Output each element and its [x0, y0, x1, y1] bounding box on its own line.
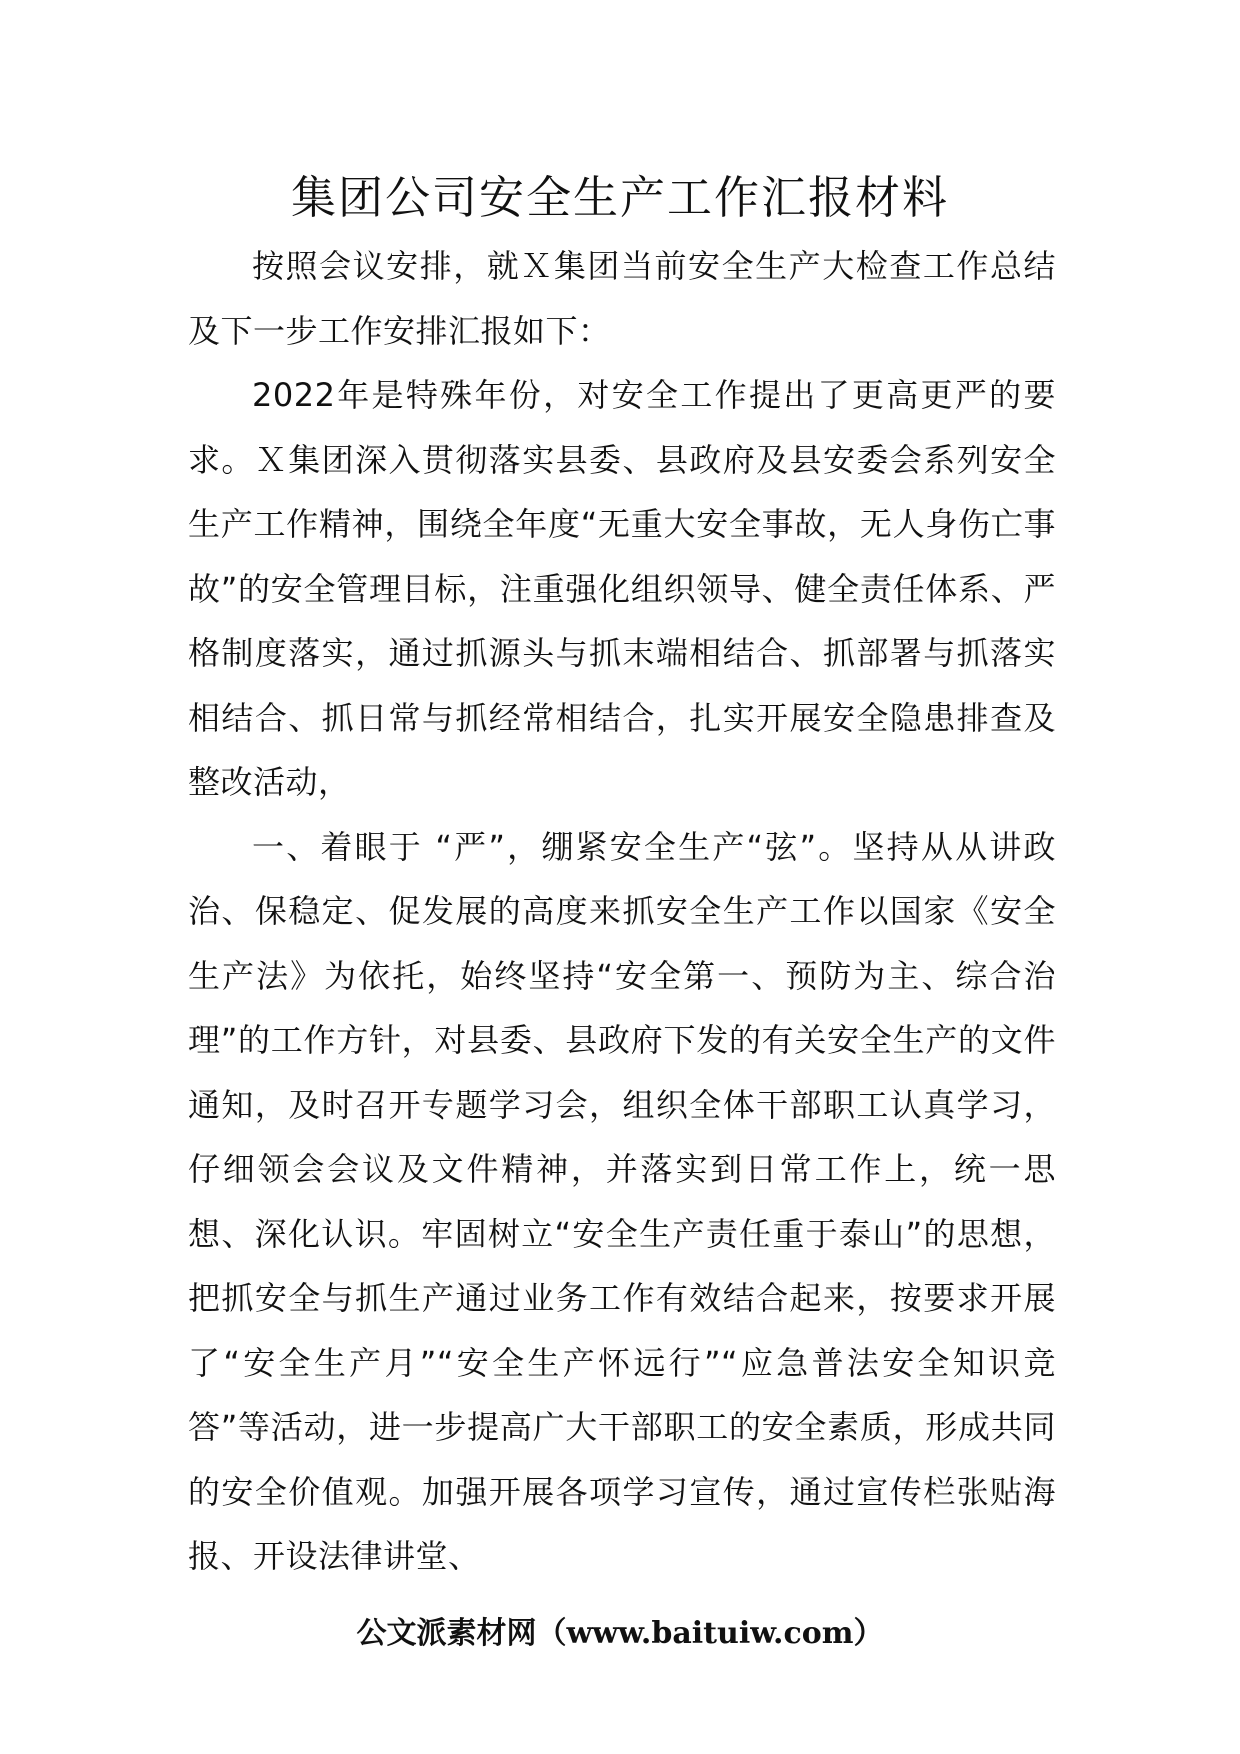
document-title: 集团公司安全生产工作汇报材料 — [290, 171, 949, 224]
document-body — [188, 234, 1056, 1589]
paragraph-overview: 2022年是特殊年份，对安全工作提出了更高更严的要求。Ｘ集团深入贯彻落实县委、县政府及县安委会系列安全生产工作精神，围绕全年度“无重大安全事故，无人身伤亡事故”的安全管理目标，注重强化组织领导、健全责任体系、严格制度落实，通过抓源头与抓末端相结合、抓部署与抓落实相结合、抓日常与抓经常相结合，扎实开展安全隐患排查及整改活动， — [188, 376, 1056, 801]
paragraph-intro: 按照会议安排，就Ｘ集团当前安全生产大检查工作总结及下一步工作安排汇报如下： — [188, 247, 1056, 350]
footer-source: 公文派素材网（www.baituiw.com） — [356, 1616, 884, 1651]
paragraph-section-one: 一、着眼于 “严”，绷紧安全生产“弦”。坚持从从讲政治、保稳定、促发展的高度来抓安全生产工作以国家《安全生产法》为依托，始终坚持“安全第一、预防为主、综合治理”的工作方针，对县委、县政府下发的有关安全生产的文件通知，及时召开专题学习会，组织全体干部职工认真学习，仔细领会会议及文件精神，并落实到日常工作上，统一思想、深化认识。牢固树立“安全生产责任重于泰山”的思想，把抓安全与抓生产通过业务工作有效结合起来，按要求开展了“安全生产月”“安全生产怀远行”“应急普法安全知识竞答”等活动，进一步提高广大干部职工的安全素质，形成共同的安全价值观。加强开展各项学习宣传，通过宣传栏张贴海报、开设法律讲堂、 — [188, 827, 1056, 1575]
